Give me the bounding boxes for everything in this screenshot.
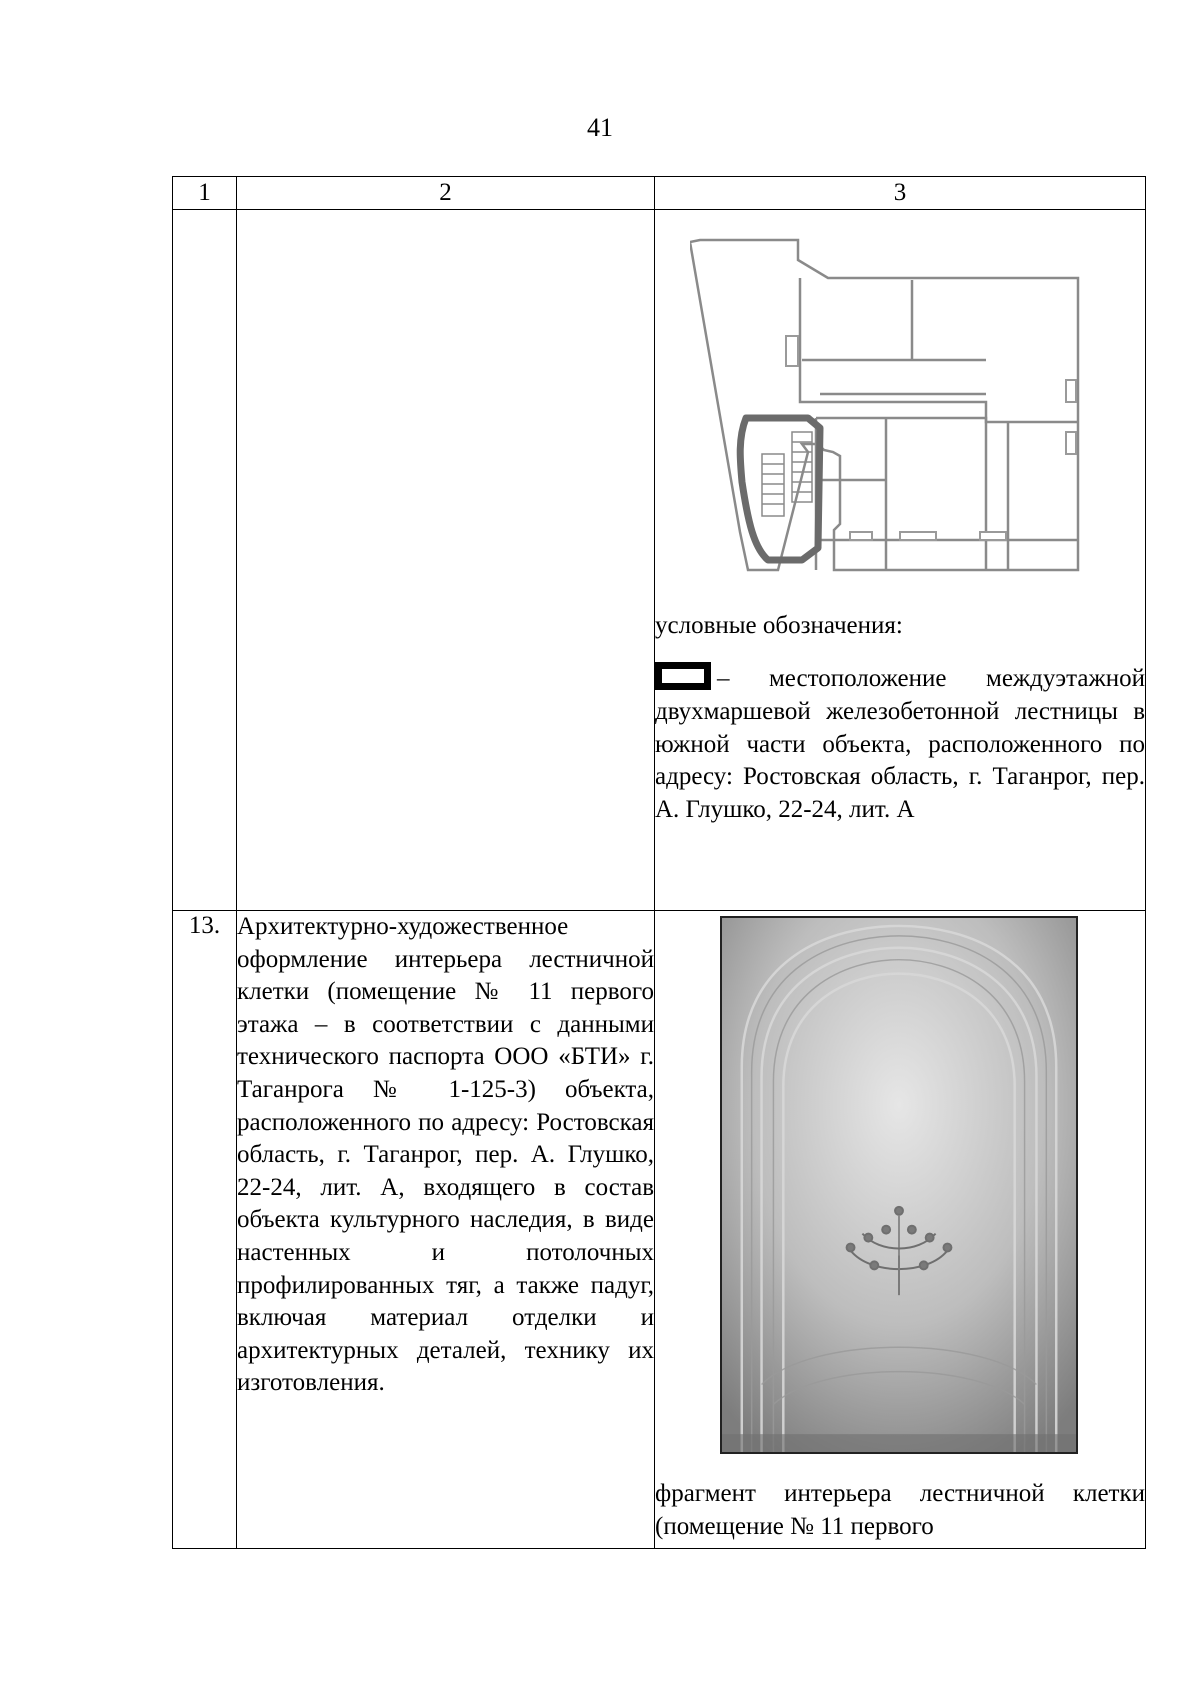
table-header-row <box>173 177 1146 210</box>
row-description <box>237 210 655 911</box>
heritage-table <box>172 176 1146 1549</box>
row-number: 13. <box>173 911 237 1549</box>
header-col-1: 1 <box>173 177 237 210</box>
legend-entry <box>655 662 1145 827</box>
photo-caption: фрагмент интерьера лестничной клетки (помещение № 11 первого <box>655 1480 1145 1540</box>
header-col-2: 2 <box>237 177 655 210</box>
page-number: 41 <box>587 113 613 142</box>
header-col-3: 3 <box>655 177 1146 210</box>
row-illustration-cell <box>655 210 1146 911</box>
stairwell-interior-photo <box>720 916 1078 1454</box>
row-illustration-cell <box>655 911 1146 1549</box>
row-description: Архитектурно-художественное оформление интерьера лестничной клетки (помещение № 11 первого этажа – в соответствии с данными технического паспорта ООО «БТИ» г. Таганрога № 1-125-3) объекта, расположенного по адресу: Ростовская область, г. Таганрог, пер. А. Глушко, 22-24, лит. А, входящего в состав объекта культурного наследия, в виде настенных и потолочных профилированных тяг, а также падуг, включая материал отделки и архитектурных деталей, технику их изготовления. <box>237 911 655 1549</box>
row-number <box>173 210 237 911</box>
floor-plan-image <box>690 232 1098 584</box>
table-row <box>173 210 1146 911</box>
table-row <box>173 911 1146 1549</box>
legend-title: условные обозначения: <box>655 612 903 639</box>
legend-text: – местоположение междуэтажной двухмаршевой железобетонной лестницы в южной части объекта, расположенного по адресу: Ростовская область, г. Таганрог, пер. А. Глушко, 22-24, лит. А <box>655 665 1145 824</box>
legend-symbol-icon <box>655 662 711 690</box>
